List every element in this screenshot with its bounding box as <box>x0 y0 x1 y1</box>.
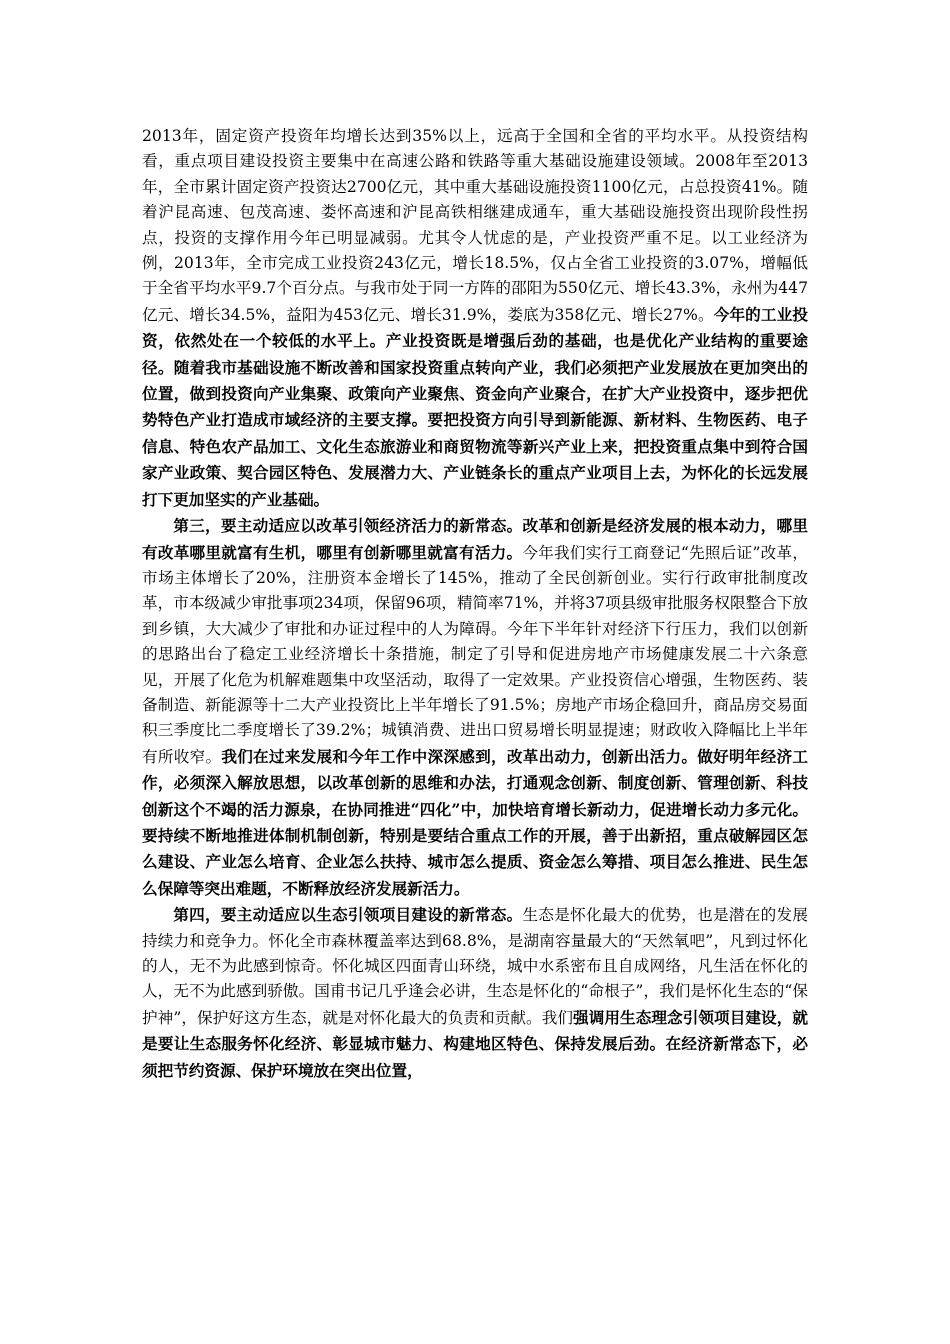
paragraph-2-text: 今年我们实行工商登记“先照后证”改革，市场主体增长了20%，注册资本金增长了145%，推动了全民创新创业。实行行政审批制度改革，市本级减少审批事项234项，保留96项，精简率71%，并将37项县级审批服务权限整合下放到乡镇，大大减少了审批和办证过程中的人为障碍。今年下半年针对经济下行压力，我们以创新的思路出台了稳定工业经济增长十条措施，制定了引导和促进房地产市场健康发展二十六条意见，开展了化危为机解难题集中攻坚活动，取得了一定效果。产业投资信心增强，生物医药、装备制造、新能源等十二大产业投资比上半年增长了91.5%；房地产市场企稳回升，商品房交易面积三季度比二季度增长了39.2%；城镇消费、进出口贸易增长明显提速；财政收入降幅比上半年有所收窄。 <box>142 543 808 766</box>
paragraph-1-bold-text: 今年的工业投资，依然处在一个较低的水平上。产业投资既是增强后劲的基础，也是优化产业结构的重要途径。随着我市基础设施不断改善和国家投资重点转向产业，我们必须把产业发展放在更加突出的位置，做到投资向产业集聚、政策向产业聚焦、资金向产业聚合，在扩大产业投资中，逐步把优势特色产业打造成市域经济的主要支撑。要把投资方向引导到新能源、新材料、生物医药、电子信息、特色农产品加工、文化生态旅游业和商贸物流等新兴产业上来，把投资重点集中到符合国家产业政策、契合园区特色、发展潜力大、产业链条长的重点产业项目上去，为怀化的长远发展打下更加坚实的产业基础。 <box>142 304 808 509</box>
paragraph-3-text: 生态是怀化最大的优势，也是潜在的发展持续力和竞争力。怀化全市森林覆盖率达到68.8%，是湖南容量最大的“天然氧吧”，凡到过怀化的人，无不为此感到惊奇。怀化城区四面青山环绕，城中水系密布且自成网络，凡生活在怀化的人，无不为此感到骄傲。国甫书记几乎逢会必讲，生态是怀化的“命根子”，我们是怀化生态的“保护神”，保护好这方生态，就是对怀化最大的负责和贡献。我们 <box>142 906 808 1027</box>
paragraph-3-heading: 第四，要主动适应以生态引领项目建设的新常态。 <box>173 905 523 925</box>
paragraph-2-bold-text: 我们在过来发展和今年工作中深深感到，改革出动力，创新出活力。做好明年经济工作，必须深入解放思想，以改革创新的思维和办法，打通观念创新、制度创新、管理创新、科技创新这个不竭的活力源泉，在协同推进“四化”中，加快培育增长新动力，促进增长动力多元化。要持续不断地推进体制机制创新，特别是要结合重点工作的开展，善于出新招，重点破解园区怎么建设、产业怎么培育、企业怎么扶持、城市怎么提质、资金怎么筹措、项目怎么推进、民生怎么保障等突出难题，不断释放经济发展新活力。 <box>142 746 808 898</box>
paragraph-2 <box>142 513 808 902</box>
paragraph-3-bold-text: 强调用生态理念引领项目建设，就是要让生态服务怀化经济、彰显城市魅力、构建地区特色、保持发展后劲。在经济新常态下，必须把节约资源、保护环境放在突出位置， <box>142 1007 808 1080</box>
paragraph-1-text: 2013年，固定资产投资年均增长达到35%以上，远高于全国和全省的平均水平。从投资结构看，重点项目建设投资主要集中在高速公路和铁路等重大基础设施建设领域。2008年至2013年，全市累计固定资产投资达2700亿元，其中重大基础设施投资1100亿元，占总投资41%。随着沪昆高速、包茂高速、娄怀高速和沪昆高铁相继建成通车，重大基础设施投资出现阶段性拐点，投资的支撑作用今年已明显减弱。尤其令人忧虑的是，产业投资严重不足。以工业经济为例，2013年，全市完成工业投资243亿元，增长18.5%，仅占全省工业投资的3.07%，增幅低于全省平均水平9.7个百分点。与我市处于同一方阵的邵阳为550亿元、增长43.3%，永州为447亿元、增长34.5%，益阳为453亿元、增长31.9%，娄底为358亿元、增长27%。 <box>142 127 808 324</box>
paragraph-2-heading: 第三，要主动适应以改革引领经济活力的新常态。改革和创新是经济发展的根本动力，哪里有改革哪里就富有生机，哪里有创新哪里就富有活力。 <box>142 516 808 562</box>
paragraph-1 <box>142 124 808 513</box>
document-page <box>142 124 808 1084</box>
paragraph-3 <box>142 902 808 1084</box>
